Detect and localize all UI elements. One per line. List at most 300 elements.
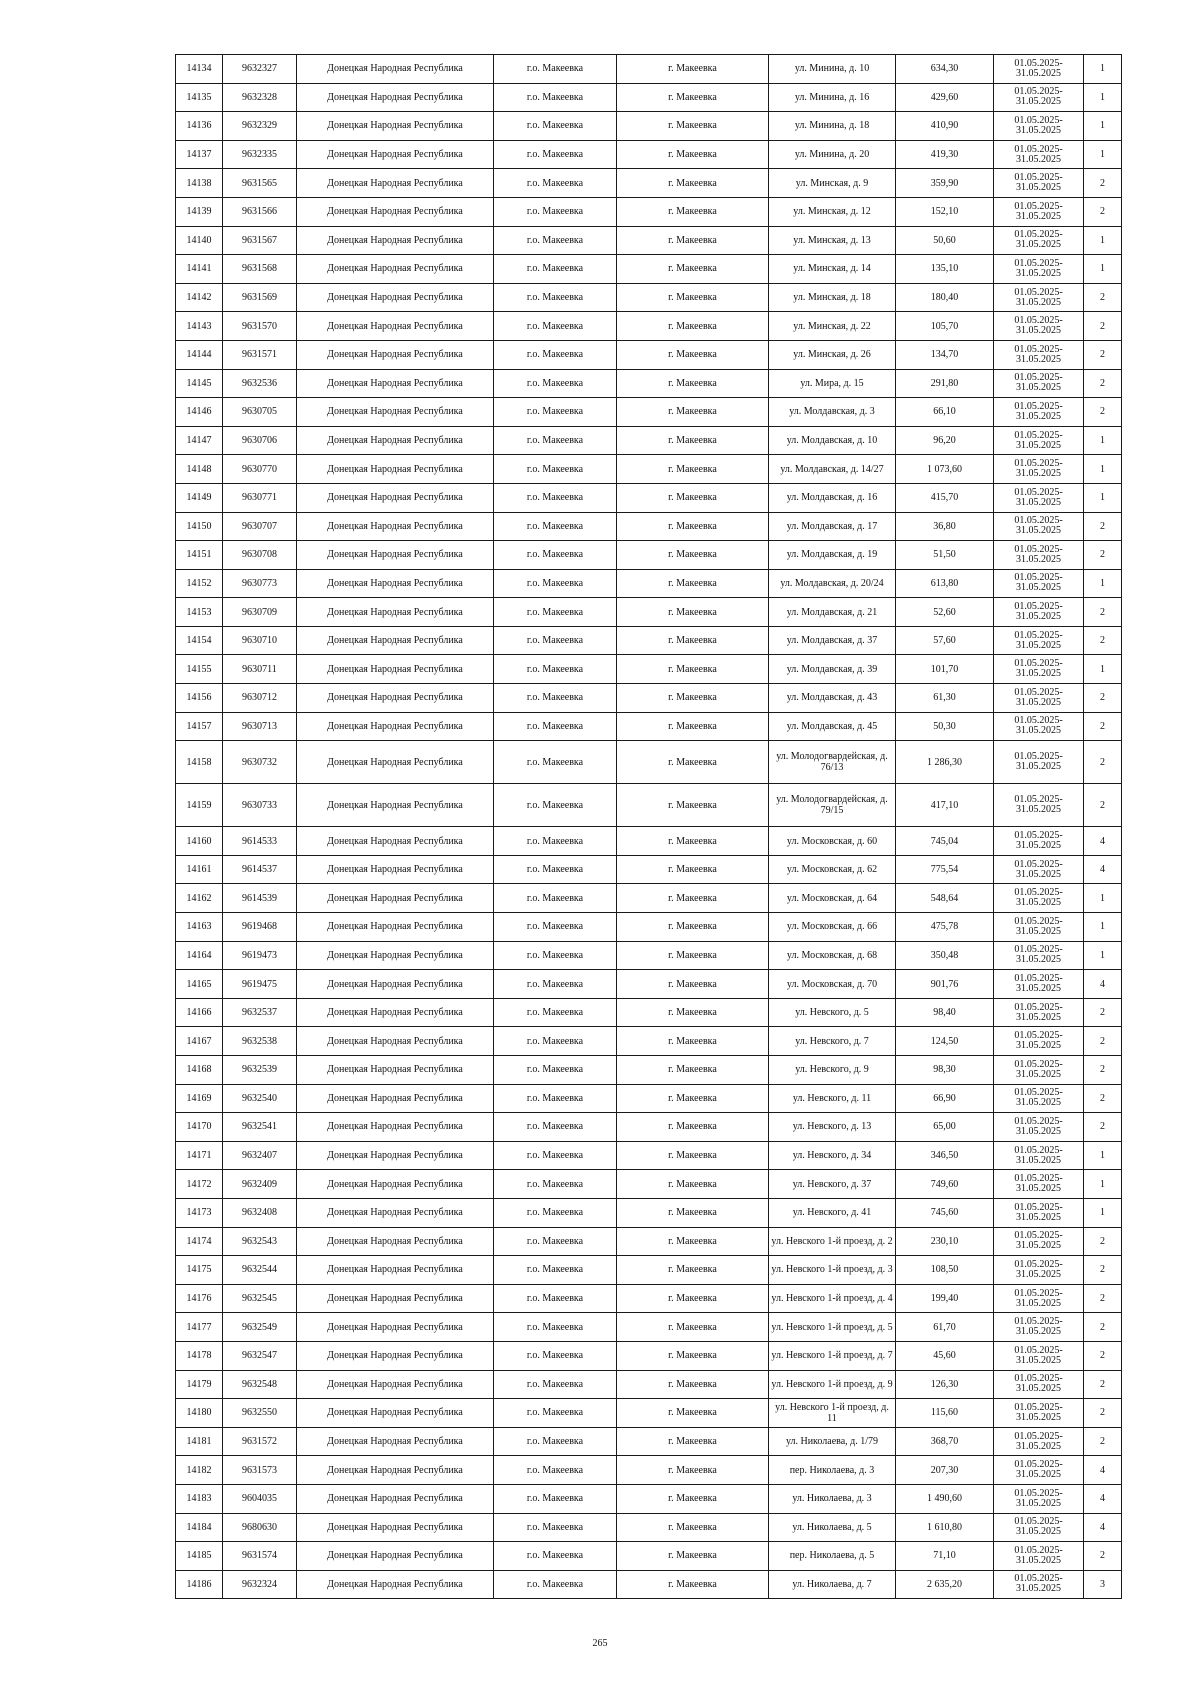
address-cell: ул. Невского, д. 37 [769, 1170, 896, 1199]
table-row [176, 169, 1122, 198]
region-cell: Донецкая Народная Республика [297, 684, 494, 713]
object-code-cell: 9630709 [223, 598, 297, 627]
count-cell: 2 [1084, 998, 1122, 1027]
address-cell: ул. Минина, д. 18 [769, 112, 896, 141]
row-number-cell: 14163 [176, 913, 223, 942]
object-code-cell: 9630732 [223, 741, 297, 784]
table-row [176, 684, 1122, 713]
city-cell: г. Макеевка [617, 855, 769, 884]
city-cell: г. Макеевка [617, 1027, 769, 1056]
address-cell: ул. Молдавская, д. 10 [769, 426, 896, 455]
district-cell: г.о. Макеевка [494, 1027, 617, 1056]
address-cell: ул. Невского 1-й проезд, д. 11 [769, 1399, 896, 1428]
area-cell: 105,70 [896, 312, 994, 341]
address-cell: ул. Московская, д. 68 [769, 941, 896, 970]
area-cell: 61,70 [896, 1313, 994, 1342]
address-cell: ул. Минина, д. 20 [769, 140, 896, 169]
district-cell: г.о. Макеевка [494, 1084, 617, 1113]
address-cell: ул. Николаева, д. 7 [769, 1570, 896, 1599]
region-cell: Донецкая Народная Республика [297, 626, 494, 655]
area-cell: 415,70 [896, 483, 994, 512]
city-cell: г. Макеевка [617, 1456, 769, 1485]
region-cell: Донецкая Народная Республика [297, 1227, 494, 1256]
period-cell: 01.05.2025-31.05.2025 [994, 1427, 1084, 1456]
city-cell: г. Макеевка [617, 970, 769, 999]
count-cell: 2 [1084, 169, 1122, 198]
region-cell: Донецкая Народная Республика [297, 827, 494, 856]
count-cell: 2 [1084, 598, 1122, 627]
area-cell: 419,30 [896, 140, 994, 169]
row-number-cell: 14148 [176, 455, 223, 484]
district-cell: г.о. Макеевка [494, 827, 617, 856]
region-cell: Донецкая Народная Республика [297, 741, 494, 784]
area-cell: 613,80 [896, 569, 994, 598]
count-cell: 2 [1084, 626, 1122, 655]
region-cell: Донецкая Народная Республика [297, 140, 494, 169]
count-cell: 2 [1084, 1313, 1122, 1342]
district-cell: г.о. Макеевка [494, 541, 617, 570]
district-cell: г.о. Макеевка [494, 1198, 617, 1227]
period-cell: 01.05.2025-31.05.2025 [994, 1399, 1084, 1428]
object-code-cell: 9631574 [223, 1542, 297, 1571]
object-code-cell: 9630710 [223, 626, 297, 655]
count-cell: 2 [1084, 369, 1122, 398]
table-row [176, 483, 1122, 512]
area-cell: 180,40 [896, 283, 994, 312]
address-cell: ул. Николаева, д. 3 [769, 1484, 896, 1513]
row-number-cell: 14179 [176, 1370, 223, 1399]
region-cell: Донецкая Народная Республика [297, 1027, 494, 1056]
area-cell: 52,60 [896, 598, 994, 627]
district-cell: г.о. Макеевка [494, 483, 617, 512]
count-cell: 1 [1084, 913, 1122, 942]
period-cell: 01.05.2025-31.05.2025 [994, 712, 1084, 741]
area-cell: 134,70 [896, 340, 994, 369]
city-cell: г. Макеевка [617, 255, 769, 284]
count-cell: 2 [1084, 1027, 1122, 1056]
period-cell: 01.05.2025-31.05.2025 [994, 1542, 1084, 1571]
city-cell: г. Макеевка [617, 312, 769, 341]
period-cell: 01.05.2025-31.05.2025 [994, 426, 1084, 455]
period-cell: 01.05.2025-31.05.2025 [994, 1570, 1084, 1599]
district-cell: г.о. Макеевка [494, 1370, 617, 1399]
table-row [176, 855, 1122, 884]
region-cell: Донецкая Народная Республика [297, 1313, 494, 1342]
table-row [176, 1570, 1122, 1599]
address-cell: ул. Николаева, д. 1/79 [769, 1427, 896, 1456]
region-cell: Донецкая Народная Республика [297, 55, 494, 84]
city-cell: г. Макеевка [617, 1284, 769, 1313]
period-cell: 01.05.2025-31.05.2025 [994, 855, 1084, 884]
period-cell: 01.05.2025-31.05.2025 [994, 455, 1084, 484]
region-cell: Донецкая Народная Республика [297, 655, 494, 684]
object-code-cell: 9631572 [223, 1427, 297, 1456]
count-cell: 4 [1084, 827, 1122, 856]
region-cell: Донецкая Народная Республика [297, 998, 494, 1027]
district-cell: г.о. Макеевка [494, 569, 617, 598]
region-cell: Донецкая Народная Республика [297, 970, 494, 999]
address-cell: ул. Невского, д. 9 [769, 1056, 896, 1085]
city-cell: г. Макеевка [617, 541, 769, 570]
region-cell: Донецкая Народная Республика [297, 598, 494, 627]
district-cell: г.о. Макеевка [494, 340, 617, 369]
city-cell: г. Макеевка [617, 1256, 769, 1285]
address-cell: ул. Молодогвардейская, д. 76/13 [769, 741, 896, 784]
address-cell: ул. Молдавская, д. 3 [769, 398, 896, 427]
count-cell: 1 [1084, 255, 1122, 284]
count-cell: 1 [1084, 226, 1122, 255]
row-number-cell: 14135 [176, 83, 223, 112]
area-cell: 1 286,30 [896, 741, 994, 784]
period-cell: 01.05.2025-31.05.2025 [994, 1198, 1084, 1227]
object-code-cell: 9631566 [223, 197, 297, 226]
count-cell: 1 [1084, 426, 1122, 455]
city-cell: г. Макеевка [617, 1399, 769, 1428]
object-code-cell: 9631571 [223, 340, 297, 369]
object-code-cell: 9632541 [223, 1113, 297, 1142]
object-code-cell: 9632538 [223, 1027, 297, 1056]
object-code-cell: 9630706 [223, 426, 297, 455]
row-number-cell: 14177 [176, 1313, 223, 1342]
count-cell: 1 [1084, 455, 1122, 484]
table-row [176, 340, 1122, 369]
object-code-cell: 9619468 [223, 913, 297, 942]
area-cell: 1 073,60 [896, 455, 994, 484]
row-number-cell: 14139 [176, 197, 223, 226]
area-cell: 775,54 [896, 855, 994, 884]
address-cell: ул. Невского 1-й проезд, д. 9 [769, 1370, 896, 1399]
table-row [176, 827, 1122, 856]
row-number-cell: 14171 [176, 1141, 223, 1170]
row-number-cell: 14140 [176, 226, 223, 255]
city-cell: г. Макеевка [617, 913, 769, 942]
table-row [176, 626, 1122, 655]
region-cell: Донецкая Народная Республика [297, 398, 494, 427]
district-cell: г.о. Макеевка [494, 1570, 617, 1599]
table-row [176, 512, 1122, 541]
object-code-cell: 9630733 [223, 784, 297, 827]
row-number-cell: 14168 [176, 1056, 223, 1085]
city-cell: г. Макеевка [617, 655, 769, 684]
area-cell: 96,20 [896, 426, 994, 455]
city-cell: г. Макеевка [617, 426, 769, 455]
period-cell: 01.05.2025-31.05.2025 [994, 140, 1084, 169]
table-row [176, 1084, 1122, 1113]
object-code-cell: 9632408 [223, 1198, 297, 1227]
city-cell: г. Макеевка [617, 1542, 769, 1571]
object-code-cell: 9614537 [223, 855, 297, 884]
region-cell: Донецкая Народная Республика [297, 340, 494, 369]
object-code-cell: 9632540 [223, 1084, 297, 1113]
address-cell: ул. Минская, д. 26 [769, 340, 896, 369]
table-row [176, 970, 1122, 999]
period-cell: 01.05.2025-31.05.2025 [994, 784, 1084, 827]
period-cell: 01.05.2025-31.05.2025 [994, 398, 1084, 427]
region-cell: Донецкая Народная Республика [297, 369, 494, 398]
period-cell: 01.05.2025-31.05.2025 [994, 312, 1084, 341]
object-code-cell: 9632407 [223, 1141, 297, 1170]
registry-table [175, 54, 1122, 1599]
period-cell: 01.05.2025-31.05.2025 [994, 913, 1084, 942]
period-cell: 01.05.2025-31.05.2025 [994, 1341, 1084, 1370]
table-row [176, 913, 1122, 942]
count-cell: 1 [1084, 655, 1122, 684]
area-cell: 548,64 [896, 884, 994, 913]
district-cell: г.о. Макеевка [494, 1227, 617, 1256]
object-code-cell: 9619473 [223, 941, 297, 970]
row-number-cell: 14158 [176, 741, 223, 784]
region-cell: Донецкая Народная Республика [297, 569, 494, 598]
district-cell: г.о. Макеевка [494, 712, 617, 741]
region-cell: Донецкая Народная Республика [297, 1341, 494, 1370]
address-cell: ул. Молдавская, д. 17 [769, 512, 896, 541]
count-cell: 1 [1084, 483, 1122, 512]
count-cell: 2 [1084, 312, 1122, 341]
area-cell: 98,40 [896, 998, 994, 1027]
row-number-cell: 14145 [176, 369, 223, 398]
district-cell: г.о. Макеевка [494, 1113, 617, 1142]
count-cell: 2 [1084, 541, 1122, 570]
city-cell: г. Макеевка [617, 1513, 769, 1542]
period-cell: 01.05.2025-31.05.2025 [994, 1370, 1084, 1399]
row-number-cell: 14155 [176, 655, 223, 684]
table-row [176, 569, 1122, 598]
address-cell: ул. Николаева, д. 5 [769, 1513, 896, 1542]
address-cell: пер. Николаева, д. 5 [769, 1542, 896, 1571]
area-cell: 98,30 [896, 1056, 994, 1085]
object-code-cell: 9632539 [223, 1056, 297, 1085]
city-cell: г. Макеевка [617, 340, 769, 369]
region-cell: Донецкая Народная Республика [297, 226, 494, 255]
city-cell: г. Макеевка [617, 1198, 769, 1227]
object-code-cell: 9630773 [223, 569, 297, 598]
city-cell: г. Макеевка [617, 483, 769, 512]
object-code-cell: 9631568 [223, 255, 297, 284]
district-cell: г.о. Макеевка [494, 741, 617, 784]
region-cell: Донецкая Народная Республика [297, 1427, 494, 1456]
table-row [176, 1484, 1122, 1513]
region-cell: Донецкая Народная Республика [297, 1456, 494, 1485]
count-cell: 1 [1084, 884, 1122, 913]
area-cell: 152,10 [896, 197, 994, 226]
region-cell: Донецкая Народная Республика [297, 197, 494, 226]
count-cell: 1 [1084, 1170, 1122, 1199]
table-row [176, 83, 1122, 112]
district-cell: г.о. Макеевка [494, 998, 617, 1027]
row-number-cell: 14150 [176, 512, 223, 541]
city-cell: г. Макеевка [617, 283, 769, 312]
area-cell: 65,00 [896, 1113, 994, 1142]
region-cell: Донецкая Народная Республика [297, 712, 494, 741]
region-cell: Донецкая Народная Республика [297, 1570, 494, 1599]
address-cell: ул. Невского 1-й проезд, д. 4 [769, 1284, 896, 1313]
object-code-cell: 9632549 [223, 1313, 297, 1342]
object-code-cell: 9632409 [223, 1170, 297, 1199]
table-row [176, 1313, 1122, 1342]
address-cell: ул. Московская, д. 70 [769, 970, 896, 999]
period-cell: 01.05.2025-31.05.2025 [994, 998, 1084, 1027]
region-cell: Донецкая Народная Республика [297, 784, 494, 827]
city-cell: г. Макеевка [617, 83, 769, 112]
count-cell: 1 [1084, 569, 1122, 598]
district-cell: г.о. Макеевка [494, 112, 617, 141]
district-cell: г.о. Макеевка [494, 140, 617, 169]
count-cell: 3 [1084, 1570, 1122, 1599]
region-cell: Донецкая Народная Республика [297, 1370, 494, 1399]
district-cell: г.о. Макеевка [494, 426, 617, 455]
district-cell: г.о. Макеевка [494, 1427, 617, 1456]
row-number-cell: 14172 [176, 1170, 223, 1199]
row-number-cell: 14173 [176, 1198, 223, 1227]
district-cell: г.о. Макеевка [494, 913, 617, 942]
table-row [176, 1056, 1122, 1085]
city-cell: г. Макеевка [617, 1341, 769, 1370]
table-row [176, 884, 1122, 913]
row-number-cell: 14156 [176, 684, 223, 713]
city-cell: г. Макеевка [617, 169, 769, 198]
period-cell: 01.05.2025-31.05.2025 [994, 83, 1084, 112]
table-row [176, 140, 1122, 169]
area-cell: 61,30 [896, 684, 994, 713]
table-row [176, 455, 1122, 484]
district-cell: г.о. Макеевка [494, 1313, 617, 1342]
table-row [176, 1113, 1122, 1142]
row-number-cell: 14149 [176, 483, 223, 512]
period-cell: 01.05.2025-31.05.2025 [994, 827, 1084, 856]
object-code-cell: 9632548 [223, 1370, 297, 1399]
city-cell: г. Макеевка [617, 1170, 769, 1199]
count-cell: 2 [1084, 684, 1122, 713]
registry-rows [176, 55, 1122, 1599]
city-cell: г. Макеевка [617, 1570, 769, 1599]
address-cell: ул. Минская, д. 13 [769, 226, 896, 255]
area-cell: 350,48 [896, 941, 994, 970]
period-cell: 01.05.2025-31.05.2025 [994, 1513, 1084, 1542]
period-cell: 01.05.2025-31.05.2025 [994, 970, 1084, 999]
district-cell: г.о. Макеевка [494, 197, 617, 226]
count-cell: 2 [1084, 1341, 1122, 1370]
city-cell: г. Макеевка [617, 455, 769, 484]
count-cell: 2 [1084, 1427, 1122, 1456]
count-cell: 2 [1084, 1284, 1122, 1313]
count-cell: 2 [1084, 1542, 1122, 1571]
city-cell: г. Макеевка [617, 112, 769, 141]
period-cell: 01.05.2025-31.05.2025 [994, 1113, 1084, 1142]
area-cell: 115,60 [896, 1399, 994, 1428]
period-cell: 01.05.2025-31.05.2025 [994, 283, 1084, 312]
table-row [176, 655, 1122, 684]
object-code-cell: 9632329 [223, 112, 297, 141]
count-cell: 2 [1084, 1056, 1122, 1085]
row-number-cell: 14160 [176, 827, 223, 856]
table-row [176, 741, 1122, 784]
area-cell: 475,78 [896, 913, 994, 942]
row-number-cell: 14154 [176, 626, 223, 655]
period-cell: 01.05.2025-31.05.2025 [994, 512, 1084, 541]
object-code-cell: 9632536 [223, 369, 297, 398]
area-cell: 901,76 [896, 970, 994, 999]
period-cell: 01.05.2025-31.05.2025 [994, 626, 1084, 655]
district-cell: г.о. Макеевка [494, 684, 617, 713]
district-cell: г.о. Макеевка [494, 1170, 617, 1199]
area-cell: 66,90 [896, 1084, 994, 1113]
period-cell: 01.05.2025-31.05.2025 [994, 1456, 1084, 1485]
address-cell: ул. Молдавская, д. 16 [769, 483, 896, 512]
row-number-cell: 14176 [176, 1284, 223, 1313]
city-cell: г. Макеевка [617, 827, 769, 856]
address-cell: ул. Молдавская, д. 37 [769, 626, 896, 655]
row-number-cell: 14167 [176, 1027, 223, 1056]
city-cell: г. Макеевка [617, 569, 769, 598]
district-cell: г.о. Макеевка [494, 1513, 617, 1542]
count-cell: 1 [1084, 83, 1122, 112]
address-cell: ул. Невского 1-й проезд, д. 7 [769, 1341, 896, 1370]
table-row [176, 1227, 1122, 1256]
object-code-cell: 9632328 [223, 83, 297, 112]
region-cell: Донецкая Народная Республика [297, 1256, 494, 1285]
object-code-cell: 9614539 [223, 884, 297, 913]
count-cell: 1 [1084, 55, 1122, 84]
period-cell: 01.05.2025-31.05.2025 [994, 1256, 1084, 1285]
district-cell: г.о. Макеевка [494, 626, 617, 655]
address-cell: ул. Минская, д. 18 [769, 283, 896, 312]
period-cell: 01.05.2025-31.05.2025 [994, 1170, 1084, 1199]
object-code-cell: 9630770 [223, 455, 297, 484]
area-cell: 135,10 [896, 255, 994, 284]
table-row [176, 369, 1122, 398]
address-cell: ул. Невского 1-й проезд, д. 3 [769, 1256, 896, 1285]
object-code-cell: 9632327 [223, 55, 297, 84]
object-code-cell: 9632550 [223, 1399, 297, 1428]
address-cell: ул. Молдавская, д. 43 [769, 684, 896, 713]
table-row [176, 112, 1122, 141]
period-cell: 01.05.2025-31.05.2025 [994, 1284, 1084, 1313]
table-row [176, 941, 1122, 970]
period-cell: 01.05.2025-31.05.2025 [994, 1056, 1084, 1085]
table-row [176, 226, 1122, 255]
region-cell: Донецкая Народная Республика [297, 1141, 494, 1170]
count-cell: 1 [1084, 941, 1122, 970]
area-cell: 207,30 [896, 1456, 994, 1485]
city-cell: г. Макеевка [617, 1427, 769, 1456]
count-cell: 2 [1084, 197, 1122, 226]
object-code-cell: 9632547 [223, 1341, 297, 1370]
region-cell: Донецкая Народная Республика [297, 884, 494, 913]
district-cell: г.о. Макеевка [494, 398, 617, 427]
area-cell: 36,80 [896, 512, 994, 541]
table-row [176, 398, 1122, 427]
count-cell: 1 [1084, 1141, 1122, 1170]
region-cell: Донецкая Народная Республика [297, 1170, 494, 1199]
district-cell: г.о. Макеевка [494, 1341, 617, 1370]
row-number-cell: 14175 [176, 1256, 223, 1285]
table-row [176, 784, 1122, 827]
period-cell: 01.05.2025-31.05.2025 [994, 169, 1084, 198]
count-cell: 4 [1084, 1456, 1122, 1485]
city-cell: г. Макеевка [617, 741, 769, 784]
object-code-cell: 9632543 [223, 1227, 297, 1256]
region-cell: Донецкая Народная Республика [297, 255, 494, 284]
district-cell: г.о. Макеевка [494, 455, 617, 484]
period-cell: 01.05.2025-31.05.2025 [994, 1084, 1084, 1113]
row-number-cell: 14180 [176, 1399, 223, 1428]
table-row [176, 1170, 1122, 1199]
table-row [176, 998, 1122, 1027]
district-cell: г.о. Макеевка [494, 312, 617, 341]
region-cell: Донецкая Народная Республика [297, 1513, 494, 1542]
region-cell: Донецкая Народная Республика [297, 83, 494, 112]
district-cell: г.о. Макеевка [494, 1141, 617, 1170]
